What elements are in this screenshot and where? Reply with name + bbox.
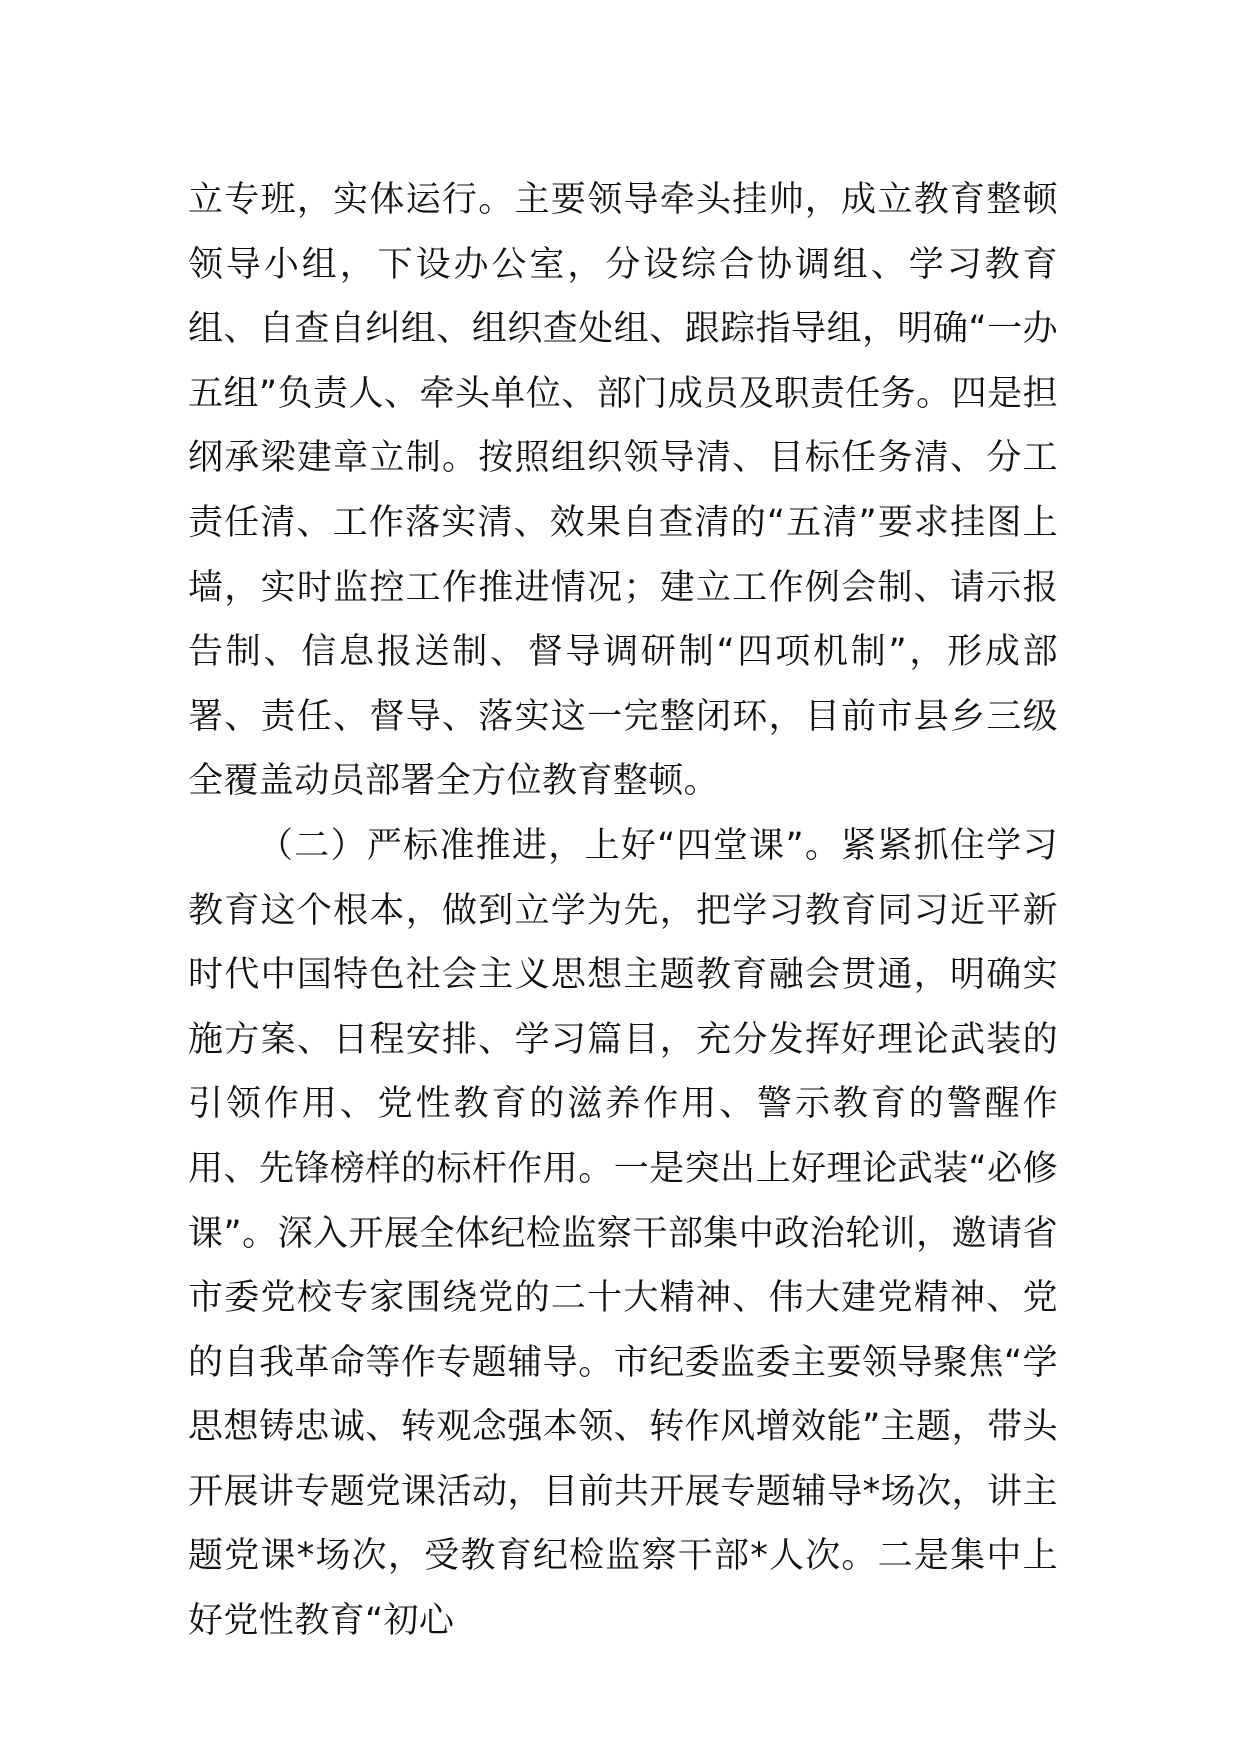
paragraph-section-two: （二）严标准推进，上好“四堂课”。紧紧抓住学习教育这个根本，做到立学为先，把学习教育同习近平新时代中国特色社会主义思想主题教育融会贯通，明确实施方案、日程安排、学习篇目，充分发挥好理论武装的引领作用、党性教育的滋养作用、警示教育的警醒作用、先锋榜样的标杆作用。一是突出上好理论武装“必修课”。深入开展全体纪检监察干部集中政治轮训，邀请省市委党校专家围绕党的二十大精神、伟大建党精神、党的自我革命等作专题辅导。市纪委监委主要领导聚焦“学思想铸忠诚、转观念强本领、转作风增效能”主题，带头开展讲专题党课活动，目前共开展专题辅导*场次，讲主题党课*场次，受教育纪检监察干部*人次。二是集中上好党性教育“初心 xyxy=(188,825,1058,1642)
paragraph-continuation: 立专班，实体运行。主要领导牵头挂帅，成立教育整顿领导小组，下设办公室，分设综合协调组、学习教育组、自查自纠组、组织查处组、跟踪指导组，明确“一办五组”负责人、牵头单位、部门成员及职责任务。四是担纲承梁建章立制。按照组织领导清、目标任务清、分工责任清、工作落实清、效果自查清的“五清”要求挂图上墙，实时监控工作推进情况；建立工作例会制、请示报告制、信息报送制、督导调研制“四项机制”，形成部署、责任、督导、落实这一完整闭环，目前市县乡三级全覆盖动员部署全方位教育整顿。 xyxy=(188,180,1058,802)
document-body xyxy=(188,168,1058,1654)
